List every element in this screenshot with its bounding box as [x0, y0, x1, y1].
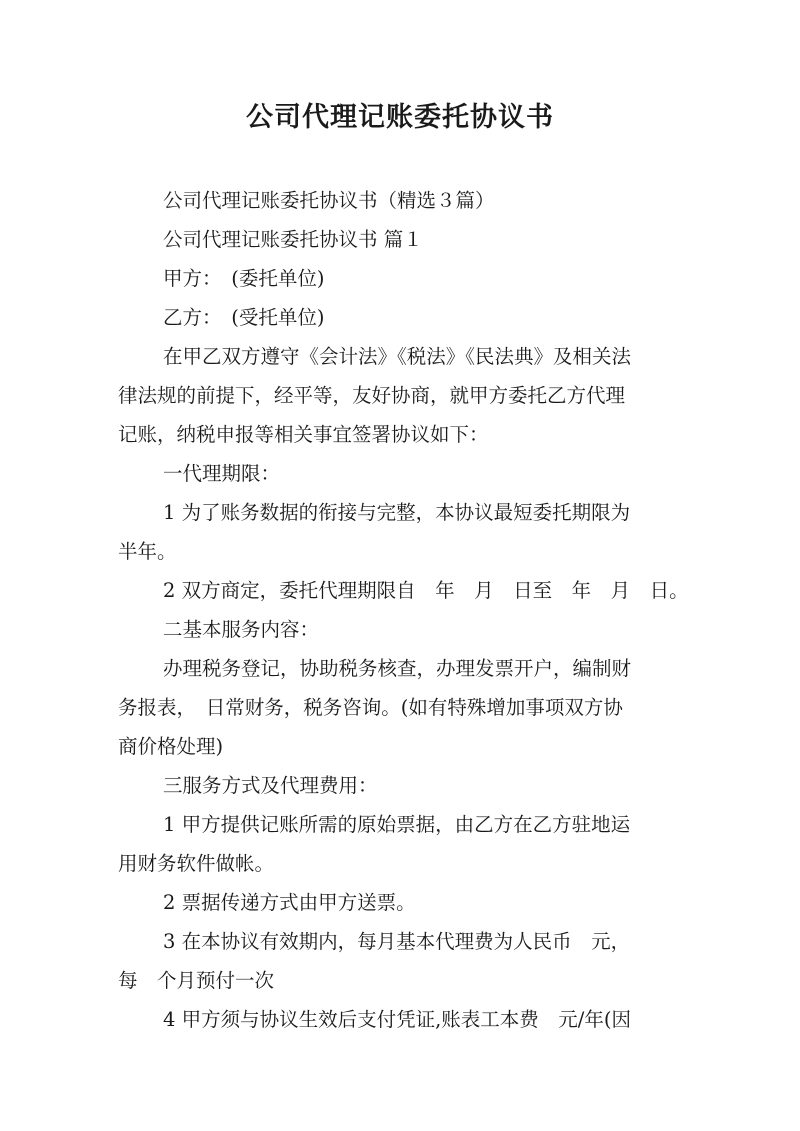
paragraph-line: 乙方： (受托单位)	[163, 306, 325, 329]
paragraph-line: 记账，纳税申报等相关事宜签署协议如下：	[118, 423, 489, 446]
paragraph	[118, 571, 689, 610]
paragraph	[118, 493, 686, 571]
paragraph-line: 甲方： (委托单位)	[163, 267, 325, 290]
paragraph-line: 每 个月预付一次	[118, 969, 275, 992]
paragraph	[118, 649, 686, 766]
paragraph-line: 公司代理记账委托协议书 篇１	[163, 228, 423, 251]
paragraph-line: 1 甲方提供记账所需的原始票据，由乙方在乙方驻地运	[163, 813, 631, 836]
paragraph	[118, 259, 686, 298]
paragraph-line: 4 甲方须与协议生效后支付凭证,账表工本费 元/年(因	[163, 1008, 631, 1031]
paragraph-line: 公司代理记账委托协议书（精选３篇）	[163, 189, 495, 212]
paragraph-line: 三服务方式及代理费用：	[163, 774, 378, 797]
paragraph	[118, 766, 686, 805]
paragraph-line: 商价格处理)	[118, 735, 224, 758]
document-body	[118, 181, 689, 1039]
paragraph-line: 用财务软件做帐。	[118, 852, 275, 875]
paragraph-line: 一代理期限：	[163, 462, 281, 485]
paragraph-line: 二基本服务内容：	[163, 618, 320, 641]
paragraph	[118, 220, 686, 259]
paragraph-line: 2 票据传递方式由甲方送票。	[163, 891, 416, 914]
document-title: 公司代理记账委托协议书	[246, 102, 554, 133]
paragraph-line: 2 双方商定，委托代理期限自 年 月 日至 年 月 日。	[163, 579, 689, 602]
paragraph	[118, 883, 686, 922]
paragraph	[118, 337, 686, 454]
paragraph	[118, 454, 686, 493]
paragraph-line: 在甲乙双方遵守《会计法》《税法》《民法典》及相关法	[163, 345, 632, 368]
paragraph	[118, 922, 686, 1000]
paragraph	[118, 1000, 686, 1039]
paragraph-line: 3 在本协议有效期内，每月基本代理费为人民币 元，	[163, 930, 631, 953]
paragraph	[118, 298, 686, 337]
paragraph-line: 半年。	[118, 540, 177, 563]
paragraph	[118, 610, 686, 649]
paragraph	[118, 181, 686, 220]
paragraph-line: 律法规的前提下，经平等，友好协商，就甲方委托乙方代理	[118, 384, 626, 407]
paragraph-line: 务报表， 日常财务，税务咨询。(如有特殊增加事项双方协	[118, 696, 623, 719]
paragraph-line: 1 为了账务数据的衔接与完整，本协议最短委托期限为	[163, 501, 631, 524]
paragraph-line: 办理税务登记，协助税务核查，办理发票开户，编制财	[163, 657, 632, 680]
paragraph	[118, 805, 686, 883]
